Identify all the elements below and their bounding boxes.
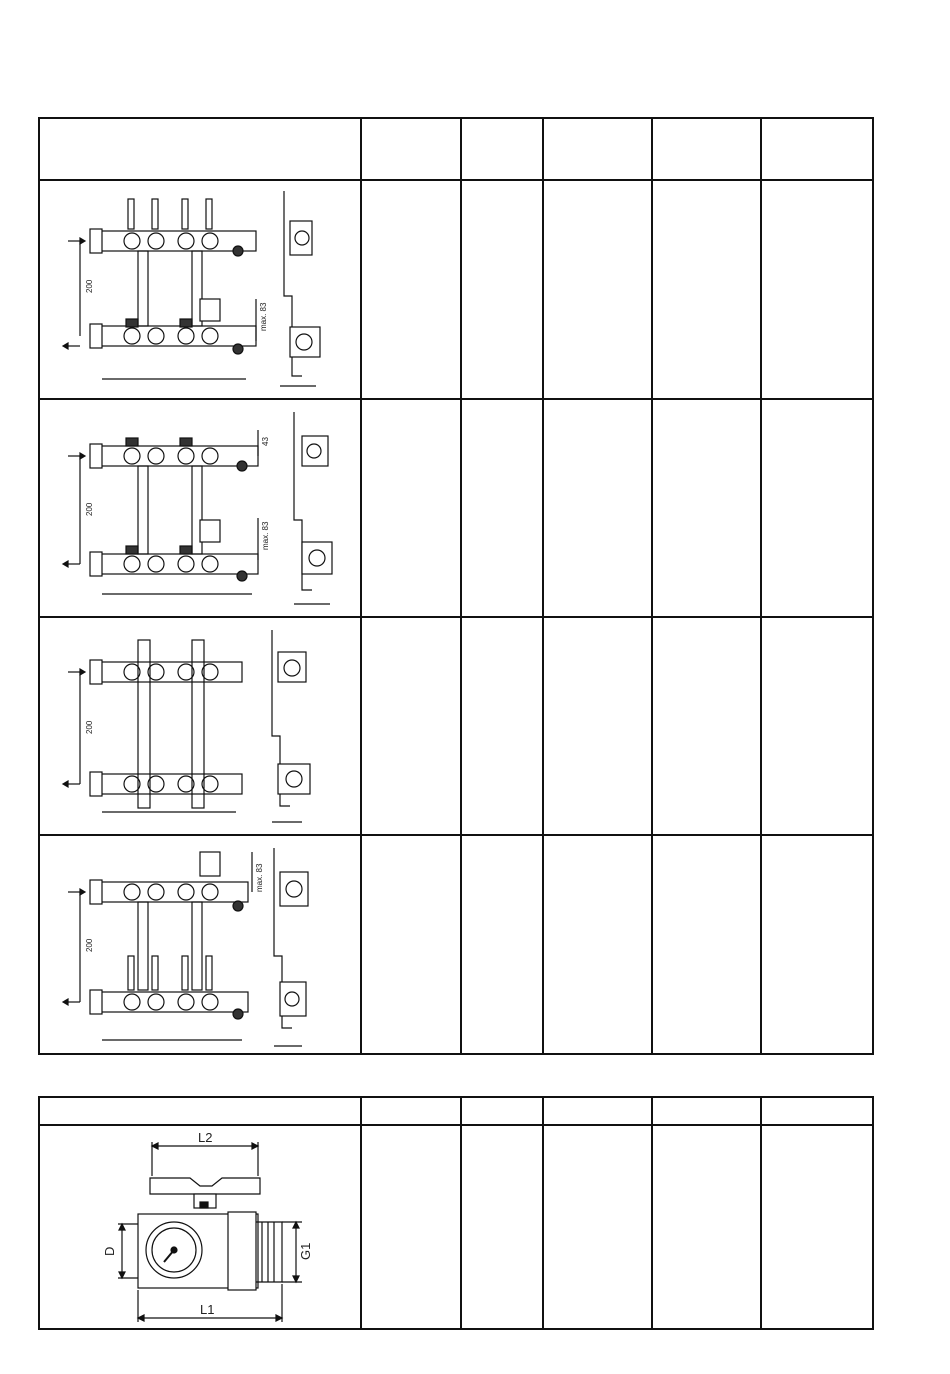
data-cell <box>652 835 761 1054</box>
data-cell <box>361 617 461 835</box>
manifold-with-flowmeters-top-and-bottom-ports-drawing-icon <box>40 181 360 398</box>
header-cell <box>761 1097 873 1125</box>
data-cell <box>543 180 652 399</box>
data-cell <box>652 1125 761 1329</box>
actuator-dimension: max. 83 <box>261 521 270 550</box>
data-cell <box>761 399 873 617</box>
figure-cell <box>39 617 361 835</box>
table-header-row <box>39 1097 873 1125</box>
header-cell <box>361 118 461 180</box>
g1-label: G1 <box>298 1242 313 1260</box>
figure-cell <box>39 180 361 399</box>
figure-cell <box>39 399 361 617</box>
data-cell <box>543 1125 652 1329</box>
table-row <box>39 835 873 1054</box>
l2-label: L2 <box>198 1130 213 1145</box>
table-row <box>39 1125 873 1329</box>
data-cell <box>461 180 543 399</box>
data-cell <box>761 835 873 1054</box>
manifold-basic-drawing-icon <box>40 618 360 834</box>
top-dimension: 43 <box>261 437 270 446</box>
actuator-dimension: max. 83 <box>255 863 264 892</box>
data-cell <box>461 835 543 1054</box>
actuator-dimension: max. 83 <box>259 302 268 331</box>
manifold-with-valves-drawing-icon <box>40 400 360 616</box>
height-dimension: 200 <box>85 938 94 952</box>
header-cell <box>461 118 543 180</box>
header-cell <box>652 1097 761 1125</box>
data-cell <box>361 835 461 1054</box>
data-cell <box>361 399 461 617</box>
data-cell <box>761 180 873 399</box>
header-cell <box>39 118 361 180</box>
manifold-table <box>38 117 874 1055</box>
l1-label: L1 <box>200 1302 215 1317</box>
header-cell <box>652 118 761 180</box>
height-dimension: 200 <box>85 502 94 516</box>
height-dimension: 200 <box>85 720 94 734</box>
figure-cell <box>39 835 361 1054</box>
ball-valve-with-thermometer-drawing-icon <box>40 1126 360 1328</box>
table-header-row <box>39 118 873 180</box>
manifold-with-flowmeters-bottom-drawing-icon <box>40 836 360 1053</box>
d-label: D <box>102 1246 117 1256</box>
data-cell <box>461 1125 543 1329</box>
height-dimension: 200 <box>85 279 94 293</box>
header-cell <box>543 1097 652 1125</box>
data-cell <box>543 617 652 835</box>
header-cell <box>761 118 873 180</box>
table-row <box>39 399 873 617</box>
data-cell <box>361 180 461 399</box>
header-cell <box>543 118 652 180</box>
header-cell <box>461 1097 543 1125</box>
data-cell <box>652 617 761 835</box>
data-cell <box>652 180 761 399</box>
header-cell <box>361 1097 461 1125</box>
data-cell <box>461 617 543 835</box>
data-cell <box>761 1125 873 1329</box>
table-row <box>39 180 873 399</box>
ball-valve-table <box>38 1096 874 1330</box>
data-cell <box>361 1125 461 1329</box>
data-cell <box>761 617 873 835</box>
table-row <box>39 617 873 835</box>
data-cell <box>652 399 761 617</box>
header-cell <box>39 1097 361 1125</box>
data-cell <box>543 835 652 1054</box>
data-cell <box>461 399 543 617</box>
data-cell <box>543 399 652 617</box>
figure-cell <box>39 1125 361 1329</box>
